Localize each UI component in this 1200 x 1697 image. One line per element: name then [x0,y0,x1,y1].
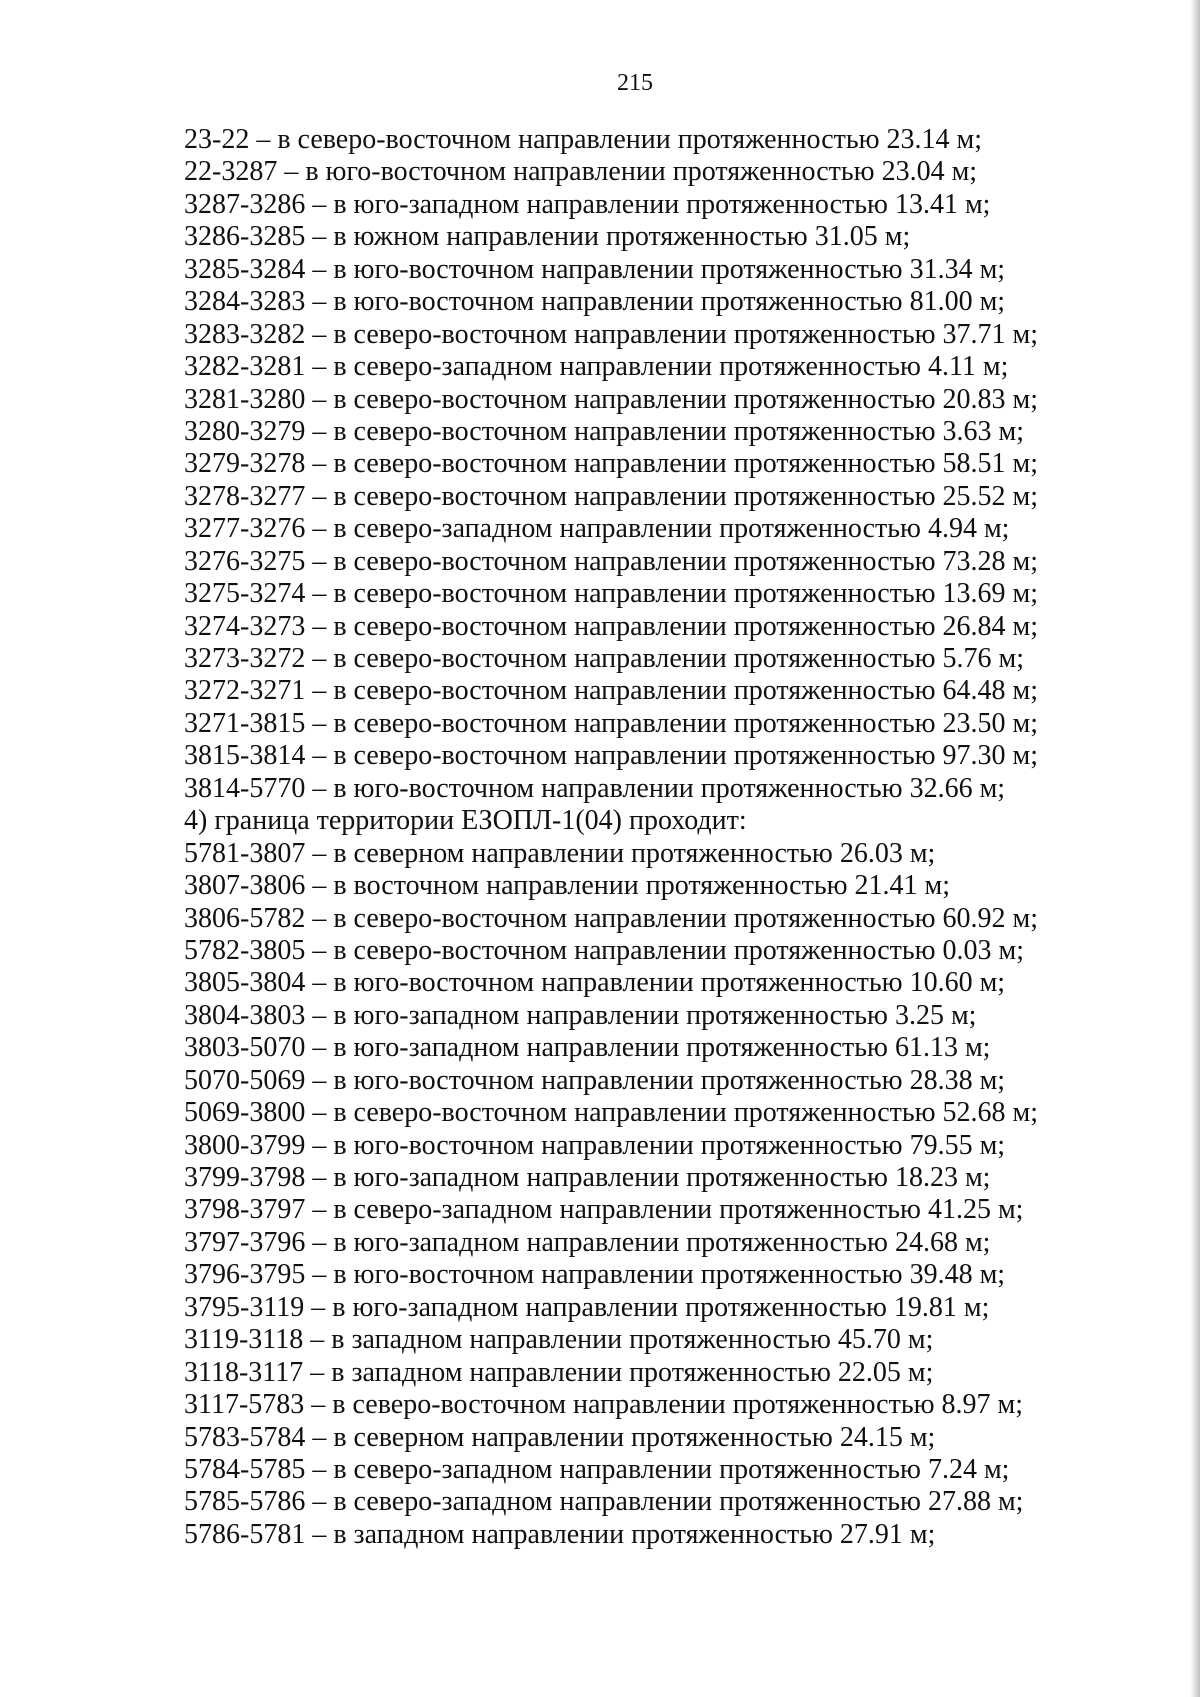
text-line: 3804-3803 – в юго-западном направлении протяженностью 3.25 м; [184,999,977,1031]
text-line: 3278-3277 – в северо-восточном направлении протяженностью 25.52 м; [184,480,1039,512]
text-line: 5786-5781 – в западном направлении протяженностью 27.91 м; [184,1518,936,1550]
text-line: 5782-3805 – в северо-восточном направлении протяженностью 0.03 м; [184,934,1025,966]
text-line: 3118-3117 – в западном направлении протяженностью 22.05 м; [184,1356,934,1388]
text-line: 3119-3118 – в западном направлении протяженностью 45.70 м; [184,1324,934,1356]
text-line: 4) граница территории ЕЗОПЛ-1(04) проходит: [184,805,747,837]
text-line: 3283-3282 – в северо-восточном направлении протяженностью 37.71 м; [184,318,1039,350]
text-line: 3282-3281 – в северо-западном направлении протяженностью 4.11 м; [184,351,1009,383]
text-line: 3796-3795 – в юго-восточном направлении протяженностью 39.48 м; [184,1259,1006,1291]
text-line: 5781-3807 – в северном направлении протяженностью 26.03 м; [184,837,936,869]
text-line: 3280-3279 – в северо-восточном направлении протяженностью 3.63 м; [184,415,1025,447]
text-line: 3279-3278 – в северо-восточном направлении протяженностью 58.51 м; [184,448,1039,480]
text-line: 3797-3796 – в юго-западном направлении протяженностью 24.68 м; [184,1226,991,1258]
text-line: 3814-5770 – в юго-восточном направлении протяженностью 32.66 м; [184,772,1006,804]
text-line: 5069-3800 – в северо-восточном направлении протяженностью 52.68 м; [184,1097,1039,1129]
text-line: 3117-5783 – в северо-восточном направлении протяженностью 8.97 м; [184,1389,1024,1421]
text-line: 3800-3799 – в юго-восточном направлении протяженностью 79.55 м; [184,1129,1006,1161]
text-line: 3281-3280 – в северо-восточном направлении протяженностью 20.83 м; [184,383,1039,415]
text-line: 3271-3815 – в северо-восточном направлении протяженностью 23.50 м; [184,707,1039,739]
text-line: 3277-3276 – в северо-западном направлении протяженностью 4.94 м; [184,513,1010,545]
text-line: 3284-3283 – в юго-восточном направлении протяженностью 81.00 м; [184,286,1006,318]
text-line: 3807-3806 – в восточном направлении протяженностью 21.41 м; [184,870,951,902]
boundary-description-list [184,124,1038,1551]
text-line: 22-3287 – в юго-восточном направлении протяженностью 23.04 м; [184,156,978,188]
text-line: 3272-3271 – в северо-восточном направлении протяженностью 64.48 м; [184,675,1039,707]
text-line: 3799-3798 – в юго-западном направлении протяженностью 18.23 м; [184,1162,991,1193]
text-line: 3806-5782 – в северо-восточном направлении протяженностью 60.92 м; [184,902,1039,934]
text-line: 3287-3286 – в юго-западном направлении протяженностью 13.41 м; [184,188,991,220]
text-line: 3274-3273 – в северо-восточном направлении протяженностью 26.84 м; [184,610,1039,642]
text-line: 5783-5784 – в северном направлении протяженностью 24.15 м; [184,1421,936,1453]
text-line: 3273-3272 – в северо-восточном направлении протяженностью 5.76 м; [184,643,1025,674]
scan-edge-shadow [1190,0,1200,1697]
text-line: 3285-3284 – в юго-восточном направлении протяженностью 31.34 м; [184,253,1006,285]
text-line: 3798-3797 – в северо-западном направлении протяженностью 41.25 м; [184,1194,1024,1226]
page-number: 215 [617,70,653,96]
text-line: 3805-3804 – в юго-восточном направлении протяженностью 10.60 м; [184,967,1006,999]
text-line: 3815-3814 – в северо-восточном направлении протяженностью 97.30 м; [184,740,1039,772]
text-line: 5785-5786 – в северо-западном направлении протяженностью 27.88 м; [184,1486,1024,1518]
text-line: 3795-3119 – в юго-западном направлении протяженностью 19.81 м; [184,1291,990,1323]
text-line: 3275-3274 – в северо-восточном направлении протяженностью 13.69 м; [184,578,1039,610]
text-line: 3803-5070 – в юго-западном направлении протяженностью 61.13 м; [184,1032,991,1064]
text-line: 3286-3285 – в южном направлении протяженностью 31.05 м; [184,221,911,253]
text-line: 5070-5069 – в юго-восточном направлении протяженностью 28.38 м; [184,1064,1006,1096]
text-line: 5784-5785 – в северо-западном направлении протяженностью 7.24 м; [184,1453,1010,1485]
text-line: 23-22 – в северо-восточном направлении протяженностью 23.14 м; [184,124,983,155]
text-line: 3276-3275 – в северо-восточном направлении протяженностью 73.28 м; [184,545,1039,577]
